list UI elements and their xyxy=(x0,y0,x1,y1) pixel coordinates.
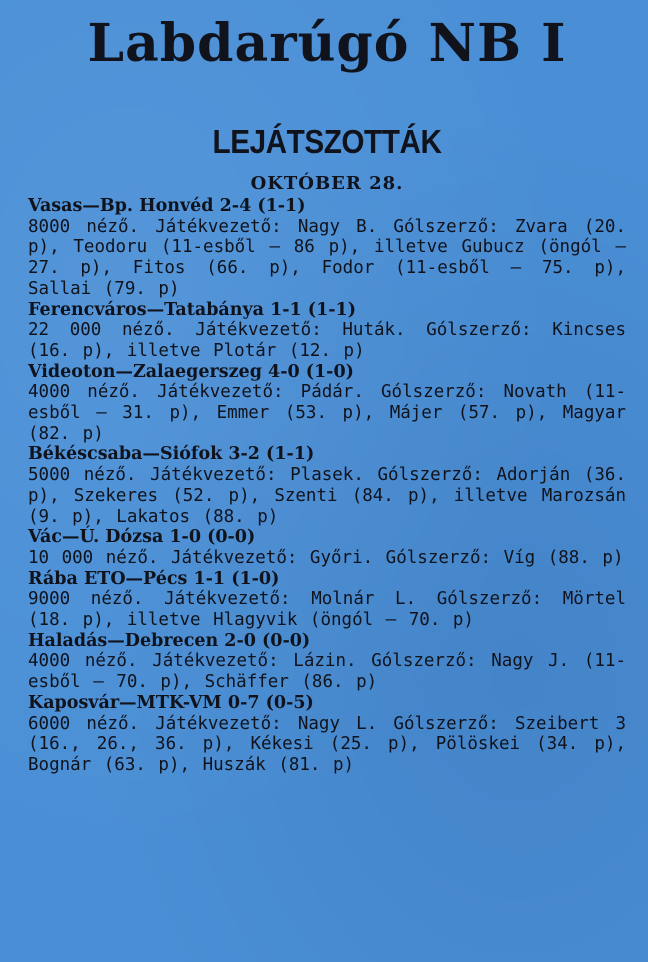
match-report: 22 000 néző. Játékvezető: Huták. Gólszerző: Kincses (16. p), illetve Plotár (12. p) xyxy=(28,320,626,361)
match-title: Vác—Ú. Dózsa 1-0 (0-0) xyxy=(28,527,256,548)
match-report: 9000 néző. Játékvezető: Molnár L. Gólszerző: Mörtel (18. p), illetve Hlagyvik (öngól — 70. p) xyxy=(28,589,626,631)
match-item xyxy=(28,196,626,300)
section-heading: LEJÁTSZOTTÁK xyxy=(212,123,442,160)
match-item xyxy=(28,631,626,693)
match-list xyxy=(28,196,626,776)
match-report: 8000 néző. Játékvezető: Nagy B. Gólszerző: Zvara (20. p), Teodoru (11-esből — 86 p), illetve Gubucz (öngól — 27. p), Fitos (66. p), Fodor (11-esből — 75. p), Sallai (79. p) xyxy=(28,216,626,299)
match-title: Kaposvár—MTK-VM 0-7 (0-5) xyxy=(28,692,314,713)
match-title: Haladás—Debrecen 2-0 (0-0) xyxy=(28,630,311,651)
match-item xyxy=(28,444,626,527)
match-report: 4000 néző. Játékvezető: Pádár. Gólszerző: Novath (11-esből — 31. p), Emmer (53. p), Májer (57. p), Magyar (82. p) xyxy=(28,382,626,444)
date-heading: OKTÓBER 28. xyxy=(250,173,404,194)
match-item xyxy=(28,569,626,631)
match-item xyxy=(28,300,626,362)
match-item xyxy=(28,527,626,568)
match-title: Vasas—Bp. Honvéd 2-4 (1-1) xyxy=(28,196,306,216)
match-title: Ferencváros—Tatabánya 1-1 (1-1) xyxy=(28,299,356,320)
match-title: Békéscsaba—Siófok 3-2 (1-1) xyxy=(28,444,315,465)
match-item xyxy=(28,693,626,776)
match-item xyxy=(28,362,626,445)
match-title: Videoton—Zalaegerszeg 4-0 (1-0) xyxy=(28,361,354,382)
match-report: 6000 néző. Játékvezető: Nagy L. Gólszerző: Szeibert 3 (16., 26., 36. p), Kékesi (25. p), Pölöskei (34. p), Bognár (63. p), Huszák (81. p) xyxy=(28,713,626,775)
match-report: 4000 néző. Játékvezető: Lázin. Gólszerző: Nagy J. (11-esből — 70. p), Schäffer (86. p) xyxy=(28,651,626,693)
match-report: 5000 néző. Játékvezető: Plasek. Gólszerző: Adorján (36. p), Szekeres (52. p), Szenti (84. p), illetve Marozsán (9. p), Lakatos (88. p) xyxy=(28,465,626,527)
page-title: Labdarúgó NB I xyxy=(87,13,567,74)
match-report: 10 000 néző. Játékvezető: Győri. Gólszerző: Víg (88. p) xyxy=(28,547,624,568)
match-title: Rába ETO—Pécs 1-1 (1-0) xyxy=(28,568,280,589)
